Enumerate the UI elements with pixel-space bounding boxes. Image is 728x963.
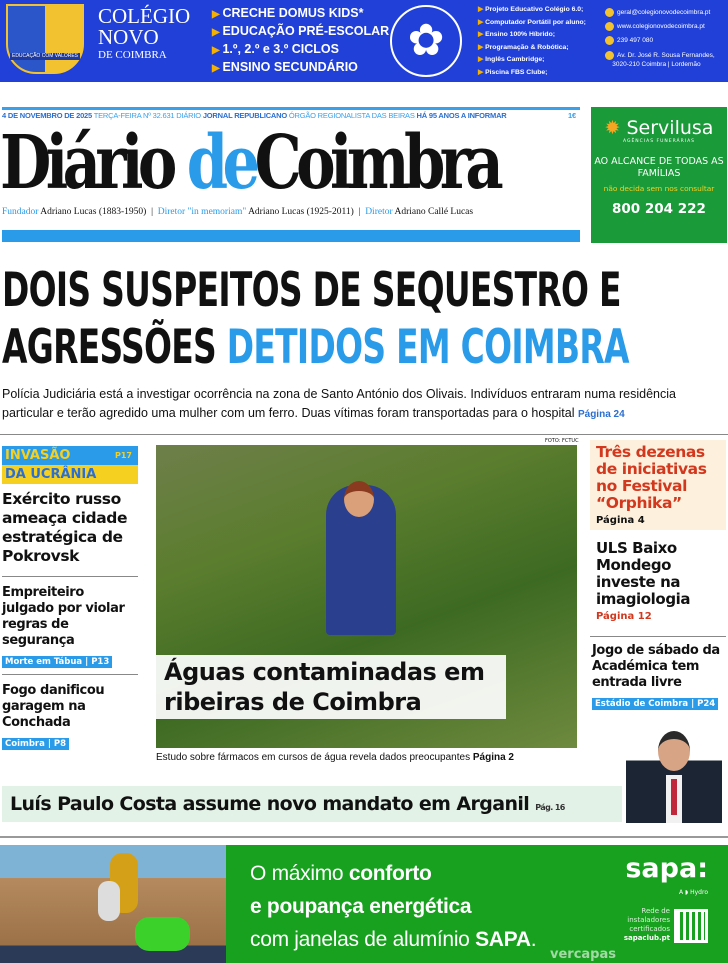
value: Adriano Lucas (1925-2011) |	[246, 207, 366, 217]
feature-item: ▶ Computador Portátil por aluno;	[478, 17, 586, 30]
right-column	[590, 440, 726, 710]
qr-code-icon[interactable]	[674, 909, 708, 943]
photo-caption: Águas contaminadas em ribeiras de Coimbra	[156, 655, 506, 719]
ad-text: SAPA	[475, 928, 531, 951]
servilusa-ad[interactable]	[591, 107, 727, 243]
service-item: ▶ 1.º, 2.º e 3.º CICLOS	[212, 42, 339, 56]
slogan: AO ALCANCE DE TODAS AS FAMÍLIAS	[594, 156, 724, 179]
page-ref[interactable]: Página 24	[577, 409, 625, 420]
brand-sub: AGÊNCIAS FUNERÁRIAS	[622, 139, 696, 144]
cta: não decida sem nos consultar	[603, 184, 715, 193]
watermark: vercapas	[550, 947, 616, 962]
story-headline[interactable]: Jogo de sábado da Académica tem entrada livre	[592, 643, 720, 690]
ad-text: conforto	[348, 862, 432, 885]
ad-text: e poupança energética	[250, 895, 472, 918]
title-part: Diário	[0, 120, 187, 206]
label: Fundador	[2, 207, 39, 217]
headline-line1: DOIS SUSPEITOS DE SEQUESTRO E	[2, 263, 621, 318]
value: Adriano Callé Lucas	[392, 207, 474, 217]
ad-photo	[0, 845, 226, 963]
location-icon	[605, 51, 614, 60]
story-box[interactable]	[590, 536, 726, 626]
ad-copy	[250, 857, 536, 956]
main-headline[interactable]	[2, 262, 629, 376]
hydro-logo: A ◗ Hydro	[679, 889, 708, 896]
feature-item: ▶ Programação & Robótica;	[478, 42, 586, 55]
page-ref: P17	[115, 451, 132, 460]
page-ref: Pág. 16	[535, 803, 565, 812]
ad-text: com janelas de alumínio	[250, 928, 476, 951]
feature-item: ▶ Piscina FBS Clube;	[478, 67, 586, 80]
ad-text: O máximo	[250, 862, 349, 885]
crest-motto: EDUCAÇÃO COM VALORES	[11, 53, 79, 59]
story-box[interactable]	[590, 440, 726, 530]
photo-credit: FOTO: FCTUC	[545, 438, 579, 444]
rede-text: Rede de instaladores certificados	[627, 907, 670, 933]
label: Diretor "in memoriam"	[157, 207, 247, 217]
sunflower-icon: ✹	[604, 117, 621, 139]
masthead-bar	[2, 230, 580, 242]
feature-item: ▶ Projeto Educativo Colégio 6.0;	[478, 4, 586, 17]
label: Diretor	[365, 207, 393, 217]
story-tag[interactable]: Coimbra | P8	[2, 738, 69, 750]
school-name-line2: NOVO	[98, 25, 159, 49]
email-icon	[605, 8, 614, 17]
services-list	[212, 5, 389, 77]
bottom-story[interactable]	[2, 786, 622, 822]
divider	[0, 836, 728, 838]
sapa-site-link[interactable]: sapaclub.pt	[623, 934, 670, 942]
ad-text: .	[530, 928, 537, 951]
website-link[interactable]: www.colegionovodecoimbra.pt	[617, 23, 705, 30]
photo-person-head	[344, 481, 374, 517]
sapa-ad[interactable]	[0, 845, 728, 963]
globe-icon	[605, 22, 614, 31]
story-headline: ULS Baixo Mondego investe na imagiologia	[596, 539, 691, 608]
service-item: ▶ EDUCAÇÃO PRÉ-ESCOLAR	[212, 24, 389, 38]
lead-text: Polícia Judiciária está a investigar ocorrência na zona de Santo António dos Olivais. Indivíduos entraram numa residência particular e terão agredido uma mulher com um ferro. Duas vítimas foram transportadas para o hospital	[2, 387, 676, 420]
address-line2: 3020-210 Coimbra | Lordemão	[612, 61, 701, 69]
years-tagline: HÁ 95 ANOS A INFORMAR	[416, 111, 507, 120]
service-item: ▶ ENSINO SECUNDÁRIO	[212, 60, 358, 74]
school-name-line3: DE COIMBRA	[98, 49, 167, 61]
school-crest-logo	[6, 4, 84, 74]
feature-item: ▶ Ensino 100% Híbrido;	[478, 29, 586, 42]
story-headline[interactable]: Exército russo ameaça cidade estratégica de Pokrovsk	[2, 490, 128, 565]
tagline: ÓRGÃO REGIONALISTA DAS BEIRAS	[287, 111, 417, 120]
dateline	[2, 111, 580, 120]
lead-paragraph	[2, 385, 726, 424]
price: 1€	[568, 111, 576, 120]
school-name-line1: COLÉGIO	[98, 4, 191, 28]
sapa-logo: sapa:	[625, 853, 708, 884]
lead-photo[interactable]	[156, 445, 577, 748]
story-tag[interactable]: Estádio de Coimbra | P24	[592, 698, 718, 710]
story-tag[interactable]: Morte em Tábua | P13	[2, 656, 112, 668]
page-ref[interactable]: Página 2	[472, 752, 514, 763]
section-tag: DA UCRÂNIA	[2, 465, 138, 484]
subcaption-text: Estudo sobre fármacos em cursos de água revela dados preocupantes	[156, 752, 473, 763]
divider	[0, 434, 728, 435]
newspaper-title	[0, 120, 498, 206]
value: Adriano Lucas (1883-1950) |	[38, 207, 158, 217]
masthead-rule	[2, 107, 580, 110]
section-tag	[2, 446, 138, 465]
title-part: Coimbra	[254, 120, 499, 206]
tagline-bold: JORNAL REPUBLICANO	[202, 111, 287, 120]
photo-subcaption	[156, 752, 581, 763]
title-part: de	[186, 120, 255, 206]
headline-line2a: AGRESSÕES	[2, 320, 227, 375]
phone-icon	[605, 36, 614, 45]
flower-logo-icon: ✿	[390, 5, 462, 77]
servilusa-logo	[591, 117, 727, 139]
email-link[interactable]: geral@colegionovodecoimbra.pt	[617, 9, 711, 16]
brand-name: Servilusa	[626, 117, 714, 139]
founders-line	[2, 207, 473, 217]
installers-note	[610, 907, 670, 943]
page-ref: Página 12	[596, 611, 652, 622]
school-name	[98, 6, 190, 61]
phone-number: 239 497 080	[617, 37, 654, 44]
story-headline[interactable]: Fogo danificou garagem na Conchada	[2, 683, 105, 730]
features-list	[478, 4, 586, 79]
school-ad-banner[interactable]	[0, 0, 728, 82]
tag-text: INVASÃO	[5, 448, 71, 463]
contact-info	[605, 6, 715, 69]
issue-number: TERÇA-FEIRA Nº 32.631 DIÁRIO	[92, 111, 203, 120]
story-headline[interactable]: Empreiteiro julgado por violar regras de segurança	[2, 585, 125, 648]
left-column	[2, 446, 138, 750]
issue-date: 4 DE NOVEMBRO DE 2025	[2, 111, 92, 120]
headline-line2b: DETIDOS EM COIMBRA	[226, 320, 629, 375]
story-headline: Três dezenas de iniciativas no Festival “Orphika”	[596, 443, 707, 512]
feature-item: ▶ Inglês Cambridge;	[478, 54, 586, 67]
address-line1: Av. Dr. José R. Sousa Fernandes,	[617, 52, 715, 60]
portrait-photo	[626, 727, 722, 823]
service-item: ▶ CRECHE DOMUS KIDS*	[212, 6, 363, 20]
page-ref: Página 4	[596, 515, 645, 526]
story-headline: Luís Paulo Costa assume novo mandato em Arganil	[10, 793, 530, 815]
phone-number: 800 204 222	[612, 201, 706, 217]
